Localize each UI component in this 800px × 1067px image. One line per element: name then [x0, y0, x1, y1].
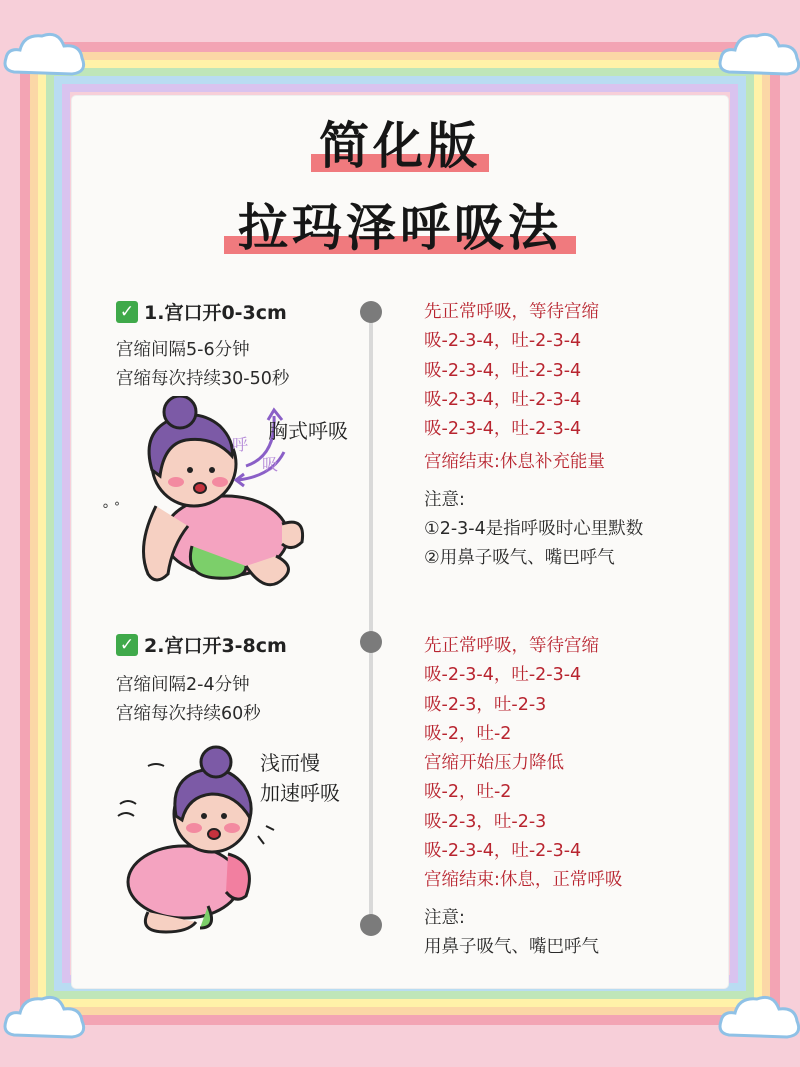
note-line: ②用鼻子吸气、嘴巴呼气: [424, 548, 615, 569]
note-title: 注意:: [424, 907, 465, 928]
section-1-caption: 胸式呼吸: [268, 419, 348, 443]
section-2-details: 宫缩间隔2-4分钟 宫缩每次持续60秒: [116, 675, 261, 724]
step-line: 吸-2-3，吐-2-3: [424, 811, 547, 832]
section-1-steps: [424, 298, 643, 574]
cloud-icon: [0, 22, 90, 84]
step-line: 吸-2-3-4，吐-2-3-4: [424, 665, 582, 686]
svg-text:呼: 呼: [232, 435, 249, 454]
content-card: [72, 96, 728, 988]
step-line: 宫缩结束:休息，正常呼吸: [424, 870, 623, 891]
step-line: 吸-2-3-4，吐-2-3-4: [424, 360, 582, 381]
cloud-icon: [715, 22, 800, 84]
step-line: 吸-2，吐-2: [424, 782, 512, 803]
step-line: 吸-2-3-4，吐-2-3-4: [424, 419, 582, 440]
checkmark-icon: ✓: [116, 301, 138, 323]
timeline-dot: [360, 631, 382, 653]
step-line: 先正常呼吸，等待宫缩: [424, 636, 599, 656]
title-line-2: 拉玛泽呼吸法: [72, 198, 728, 258]
note-line: 用鼻子吸气、嘴巴呼气: [424, 936, 599, 957]
timeline-dot: [360, 914, 382, 936]
section-1-heading: ✓ 1.宫口开0-3cm: [116, 298, 287, 325]
step-line: 吸-2-3-4，吐-2-3-4: [424, 389, 582, 410]
cloud-icon: [715, 985, 800, 1047]
step-line: 吸-2，吐-2: [424, 723, 512, 744]
step-line: 吸-2-3，吐-2-3: [424, 694, 547, 715]
checkmark-icon: ✓: [116, 634, 138, 656]
cloud-icon: [0, 985, 90, 1047]
step-line: 宫缩开始压力降低: [424, 753, 564, 774]
timeline-line: [369, 310, 373, 922]
section-2-steps: [424, 632, 622, 962]
step-line: 宫缩结束:休息补充能量: [424, 452, 605, 473]
svg-text:° ˚: ° ˚: [102, 502, 121, 518]
note-title: 注意:: [424, 489, 465, 510]
step-line: 先正常呼吸，等待宫缩: [424, 302, 599, 322]
timeline-dot: [360, 301, 382, 323]
section-2-heading: ✓ 2.宫口开3-8cm: [116, 631, 287, 658]
title-line-1: 简化版: [72, 116, 728, 176]
section-1-details: 宫缩间隔5-6分钟 宫缩每次持续30-50秒: [116, 340, 290, 389]
svg-text:吸: 吸: [262, 455, 279, 474]
step-line: 吸-2-3-4，吐-2-3-4: [424, 841, 582, 862]
step-line: 吸-2-3-4，吐-2-3-4: [424, 331, 582, 352]
note-line: ①2-3-4是指呼吸时心里默数: [424, 519, 644, 540]
section-2-caption: 浅而慢 加速呼吸: [260, 751, 340, 805]
